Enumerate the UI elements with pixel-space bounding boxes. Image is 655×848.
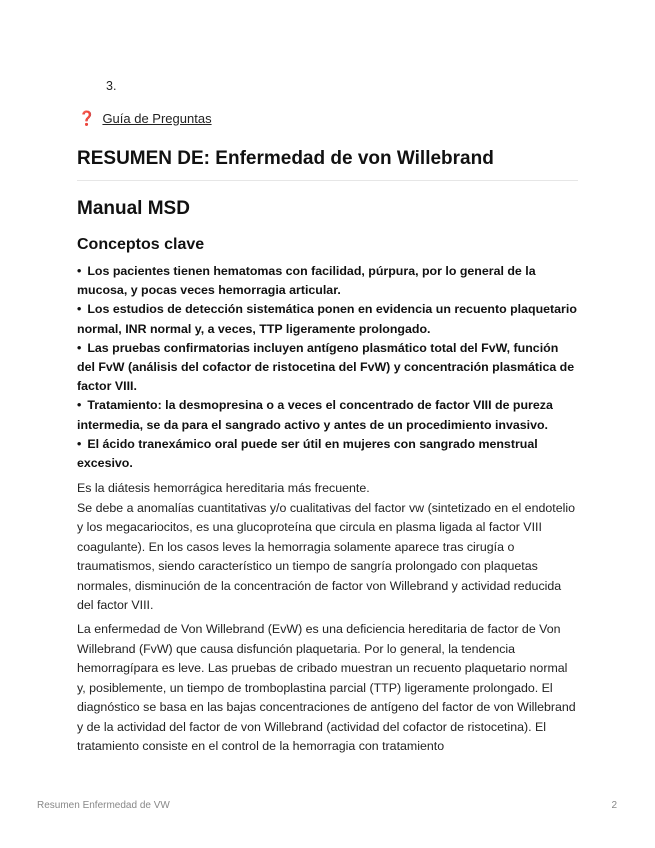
list-number: 3.	[106, 79, 117, 93]
section-title: Manual MSD	[77, 198, 190, 219]
guide-link-row[interactable]	[78, 110, 212, 127]
paragraph-intro	[77, 479, 579, 616]
question-icon: ❓	[78, 110, 96, 126]
guide-link[interactable]: Guía de Preguntas	[102, 111, 212, 126]
subsection-title: Conceptos clave	[77, 236, 205, 253]
key-point: • El ácido tranexámico oral puede ser útil en mujeres con sangrado menstrual excesivo.	[77, 435, 579, 473]
footer-page-number: 2	[611, 800, 617, 811]
key-point: • Las pruebas confirmatorias incluyen antígeno plasmático total del FvW, función del FvW (análisis del cofactor de ristocetina del FvW) y concentración plasmática de factor VIII.	[77, 339, 579, 397]
paragraph-intro-lead: Es la diátesis hemorrágica hereditaria más frecuente.	[77, 481, 370, 495]
page-footer	[37, 800, 617, 811]
key-points-list	[77, 262, 579, 473]
paragraph-intro-body: Se debe a anomalías cuantitativas y/o cualitativas del factor vw (sintetizado en el endotelio y los megacariocitos, es una glucoproteína que circula en plasma ligada al factor VIII coagulante). En los casos leves la hemorragia solamente aparece tras cirugía o traumatismos, siendo característico un tiempo de sangría prolongado con plaquetas normales, disminución de la concentración de factor von Willebrand y actividad reducida del factor VIII.	[77, 500, 575, 612]
footer-document-name: Resumen Enfermedad de VW	[37, 800, 170, 811]
key-point: • Tratamiento: la desmopresina o a veces el concentrado de factor VIII de pureza intermedia, se da para el sangrado activo y antes de un procedimiento invasivo.	[77, 396, 579, 434]
key-point: • Los estudios de detección sistemática ponen en evidencia un recuento plaquetario normal, INR normal y, a veces, TTP ligeramente prolongado.	[77, 300, 579, 338]
paragraph-description: La enfermedad de Von Willebrand (EvW) es una deficiencia hereditaria de factor de Von Willebrand (FvW) que causa disfunción plaquetaria. Por lo general, la tendencia hemorragípara es leve. Las pruebas de cribado muestran un recuento plaquetario normal y, posiblemente, un tiempo de tromboplastina parcial (TTP) ligeramente prolongado. El diagnóstico se basa en las bajas concentraciones de antígeno del factor de von Willebrand y de la actividad del factor de von Willebrand (actividad del cofactor de ristocetina). El tratamiento consiste en el control de la hemorragia con tratamiento	[77, 622, 576, 753]
key-point: • Los pacientes tienen hematomas con facilidad, púrpura, por lo general de la mucosa, y pocas veces hemorragia articular.	[77, 262, 579, 300]
document-title: RESUMEN DE: Enfermedad de von Willebrand	[77, 148, 578, 181]
